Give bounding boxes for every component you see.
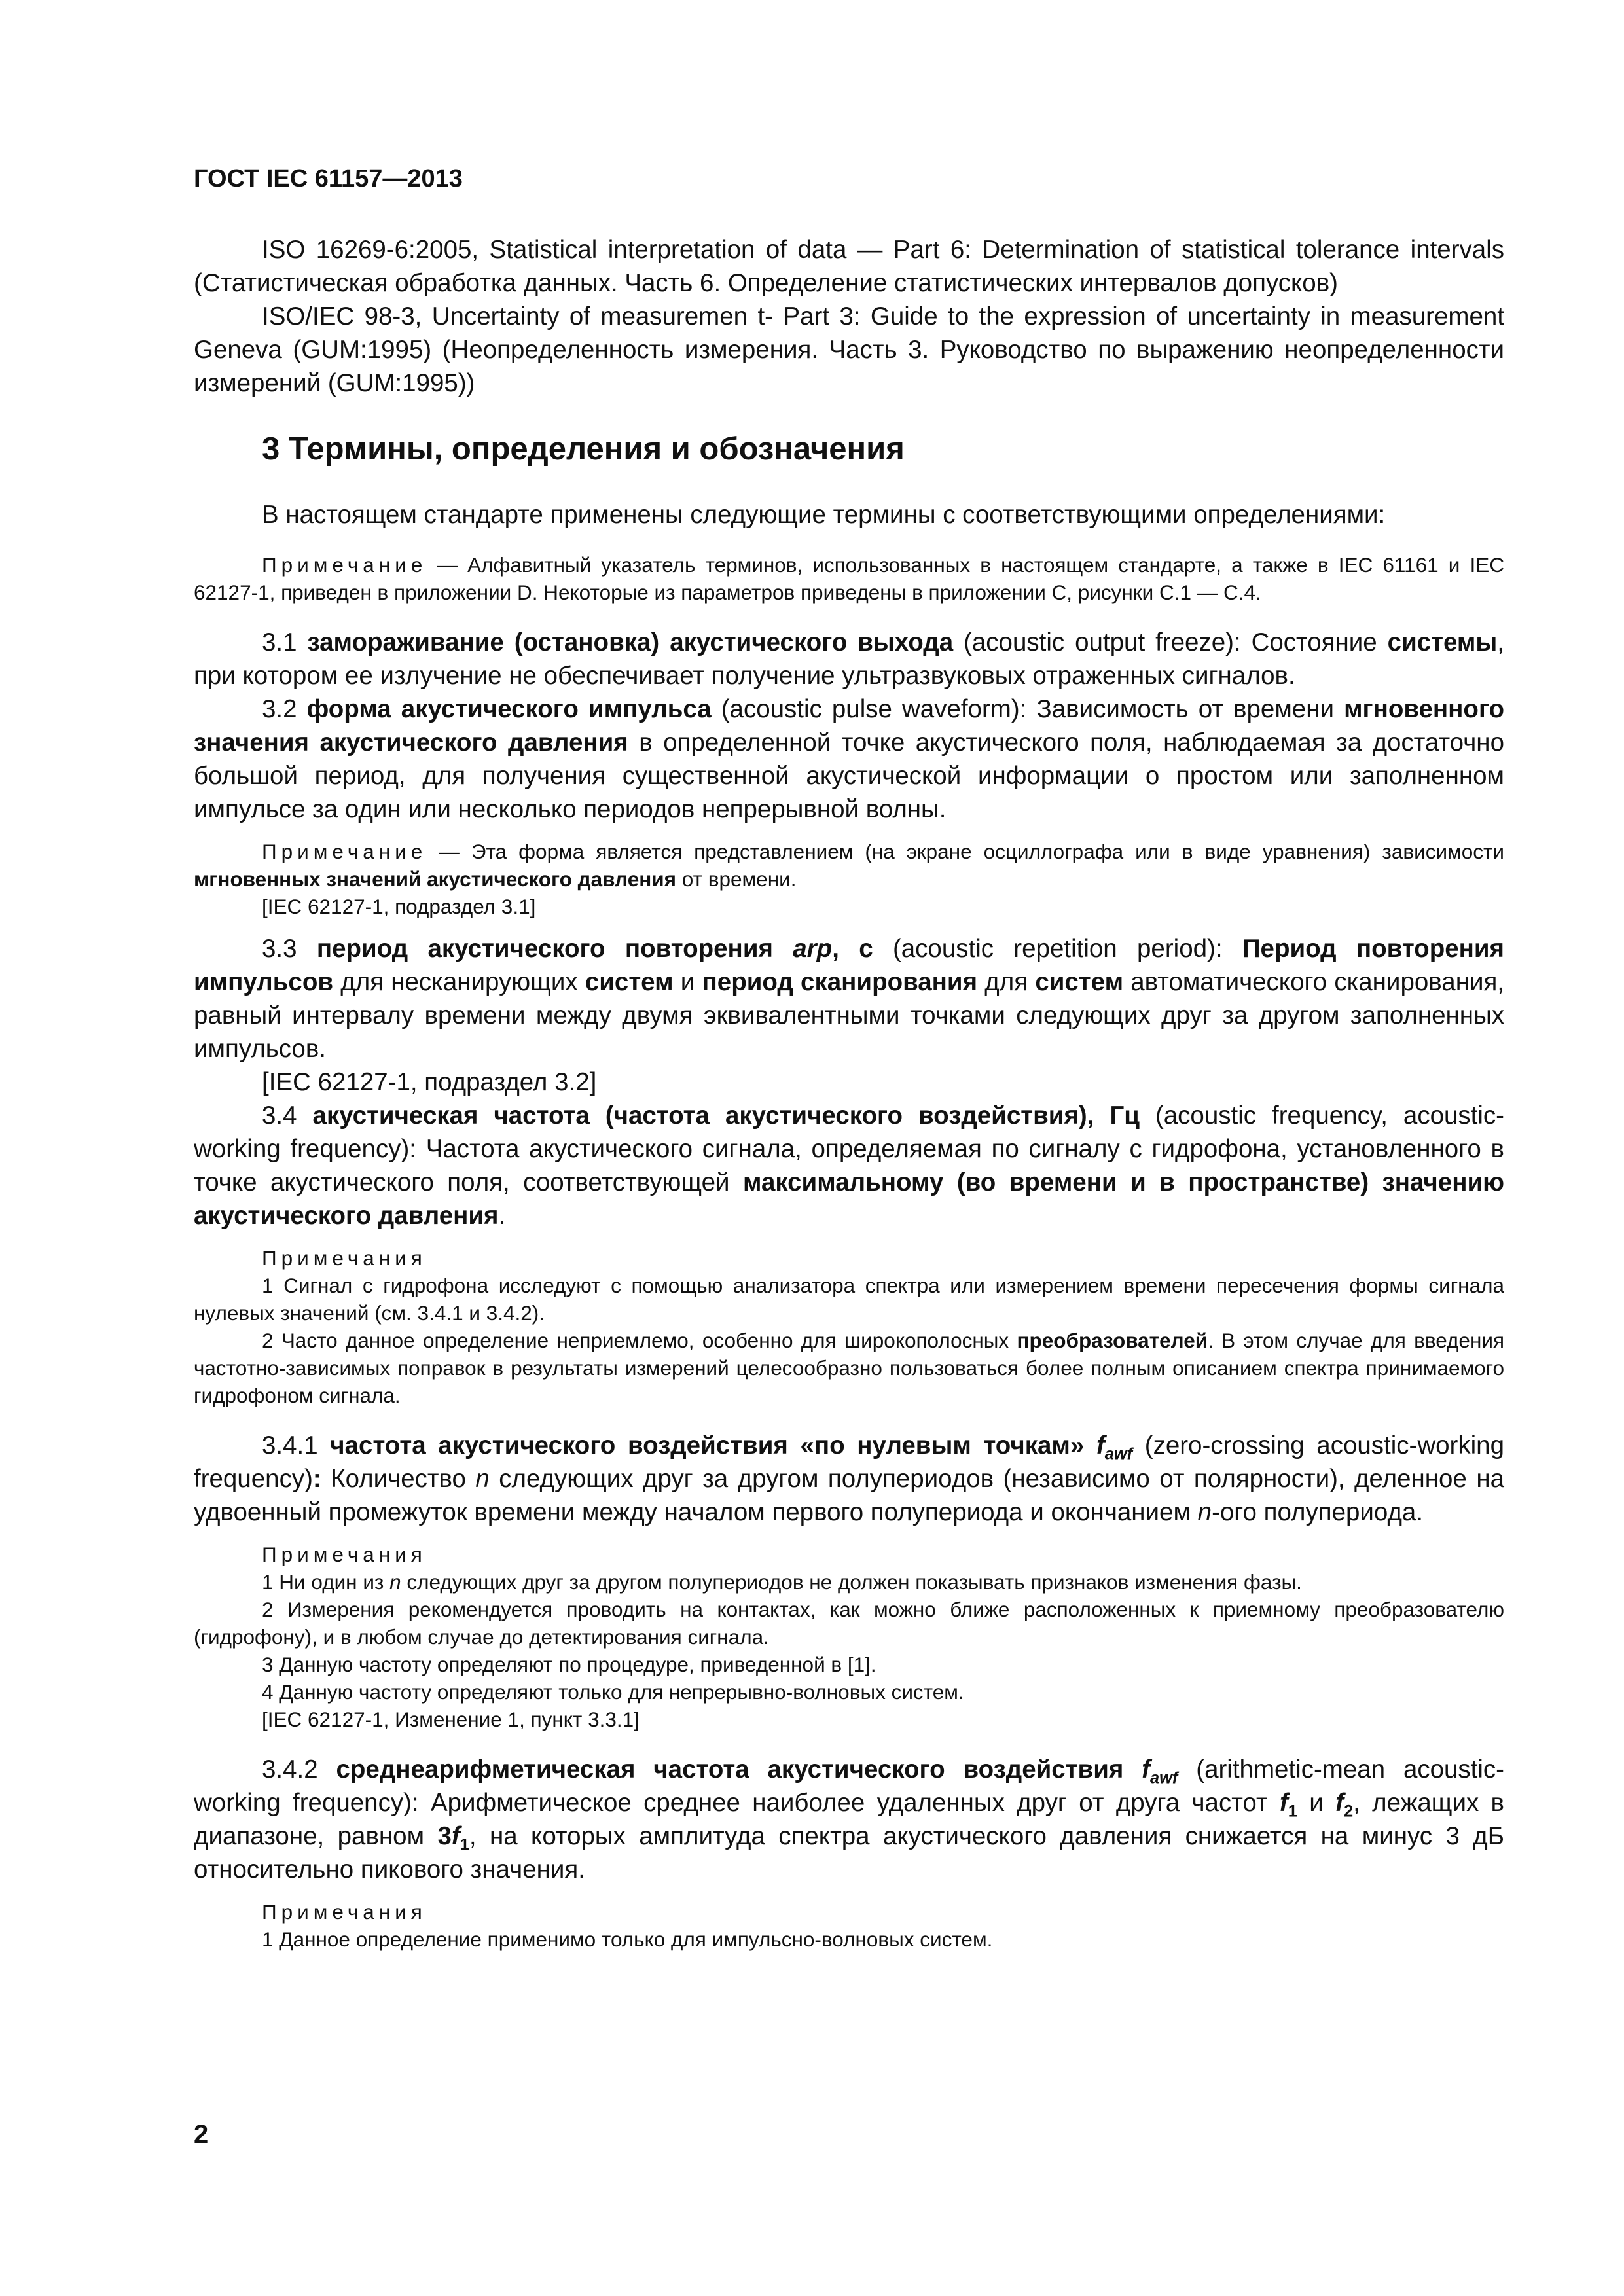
- note-label: Примечание: [262, 840, 427, 863]
- note-item: 2 Часто данное определение неприемлемо, особенно для широкополосных преобразователей. В этом случае для введения частотно-зависимых поправок в результаты измерений целесообразно пользоваться более полным описанием спектра принимаемого гидрофоном сигнала.: [194, 1329, 1504, 1407]
- notes-heading: Примечания: [262, 1900, 427, 1924]
- term-3-4-2: 3.4.2 среднеарифметическая частота акустического воздействия $f_{awf}$ (arithmetic-mean acoustic-working frequency): Арифметическое среднее наиболее удаленных друг от друга частот $f_1$ и $f_2$, лежащих в диапазоне, равном $3f_1$, на которых амплитуда спектра акустического давления снижается на минус 3 дБ относительно пикового значения.: [194, 1755, 1505, 1884]
- page-number: 2: [194, 2120, 209, 2149]
- note-item: 4 Данную частоту определяют только для непрерывно-волновых систем.: [262, 1680, 964, 1704]
- source-reference: [IEC 62127-1, подраздел 3.2]: [262, 1068, 597, 1096]
- references-list: [194, 233, 1504, 400]
- term-3-1: 3.1 замораживание (остановка) акустического выхода (acoustic output freeze): Состояние системы, при котором ее излучение не обеспечивает получение ультразвуковых отраженных сигналов.: [194, 628, 1504, 690]
- term-3-3: 3.3 период акустического повторения arp, с (acoustic repetition period): Период повторения импульсов для несканирующих систем и период сканирования для систем автоматического сканирования, равный интервалу времени между двумя эквивалентными точками следующих друг за другом заполненных импульсов.: [194, 935, 1505, 1063]
- source-reference: [IEC 62127-1, подраздел 3.1]: [262, 895, 536, 918]
- intro-paragraph: В настоящем стандарте применены следующие термины с соответствующими определениями:: [262, 501, 1386, 529]
- term-name: период акустического повторения: [316, 935, 793, 963]
- page-content: [194, 162, 1504, 1953]
- term-name: частота акустического воздействия «по нулевым точкам»: [330, 1431, 1096, 1460]
- term-3-4-1: 3.4.1 частота акустического воздействия «по нулевым точкам» $f_{awf}$ (zero-crossing acoustic-working frequency): Количество n следующих друг за другом полупериодов (независимо от полярности), деленное на удвоенный промежуток времени между началом первого полупериода и окончанием n-ого полупериода.: [194, 1431, 1505, 1526]
- source-reference: [IEC 62127-1, Изменение 1, пункт 3.3.1]: [262, 1708, 640, 1731]
- term-3-2: 3.2 форма акустического импульса (acoustic pulse waveform): Зависимость от времени мгновенного значения акустического давления в определенной точке акустического поля, наблюдаемая за достаточно большой период, для получения существенной акустической информации о простом или заполненном импульсе за один или несколько периодов непрерывной волны.: [194, 695, 1504, 823]
- page-header: ГОСТ IEC 61157—2013: [194, 165, 463, 192]
- reference-item: ISO 16269-6:2005, Statistical interpretation of data — Part 6: Determination of statistical tolerance intervals (Статистическая обработка данных. Часть 6. Определение статистических интервалов допусков): [194, 236, 1504, 297]
- term-name: акустическая частота (частота акустического воздействия), Гц: [312, 1102, 1140, 1130]
- note-item: 1 Сигнал с гидрофона исследуют с помощью анализатора спектра или измерением времени пересечения формы сигнала нулевых значений (см. 3.4.1 и 3.4.2).: [194, 1274, 1504, 1325]
- term-name: среднеарифметическая частота акустического воздействия: [336, 1755, 1142, 1784]
- note-item: 2 Измерения рекомендуется проводить на контактах, как можно ближе расположенных к приемному преобразователю (гидрофону), и в любом случае до детектирования сигнала.: [194, 1598, 1504, 1649]
- note-item: 1 Ни один из n следующих друг за другом полупериодов не должен показывать признаков изменения фазы.: [262, 1570, 1302, 1594]
- section-body: [194, 498, 1504, 1953]
- note: Примечание — Алфавитный указатель терминов, использованных в настоящем стандарте, а также в IEC 61161 и IEC 62127-1, приведен в приложении D. Некоторые из параметров приведены в приложении С, рисунки С.1 — С.4.: [194, 553, 1504, 604]
- term-name: форма акустического импульса: [306, 695, 712, 723]
- note-item: 3 Данную частоту определяют по процедуре, приведенной в [1].: [262, 1653, 876, 1676]
- notes-heading: Примечания: [262, 1543, 427, 1566]
- note-label: Примечание: [262, 553, 427, 577]
- notes-heading: Примечания: [262, 1246, 427, 1270]
- term-name: замораживание (остановка) акустического выхода: [307, 628, 954, 656]
- reference-item: ISO/IEC 98-3, Uncertainty of measuremen t- Part 3: Guide to the expression of uncertainty in measurement Geneva (GUM:1995) (Неопределенность измерения. Часть 3. Руководство по выражению неопределенности измерений (GUM:1995)): [194, 302, 1504, 397]
- note-item: 1 Данное определение применимо только для импульсно-волновых систем.: [262, 1928, 993, 1951]
- section-title: 3 Термины, определения и обозначения: [262, 431, 905, 467]
- term-3-4: 3.4 акустическая частота (частота акустического воздействия), Гц (acoustic frequency, acoustic-working frequency): Частота акустического сигнала, определяемая по сигналу с гидрофона, установленного в точке акустического поля, соответствующей максимальному (во времени и в пространстве) значению акустического давления.: [194, 1102, 1504, 1230]
- note: Примечание — Эта форма является представлением (на экране осциллографа или в виде уравнения) зависимости мгновенных значений акустического давления от времени.: [194, 840, 1504, 891]
